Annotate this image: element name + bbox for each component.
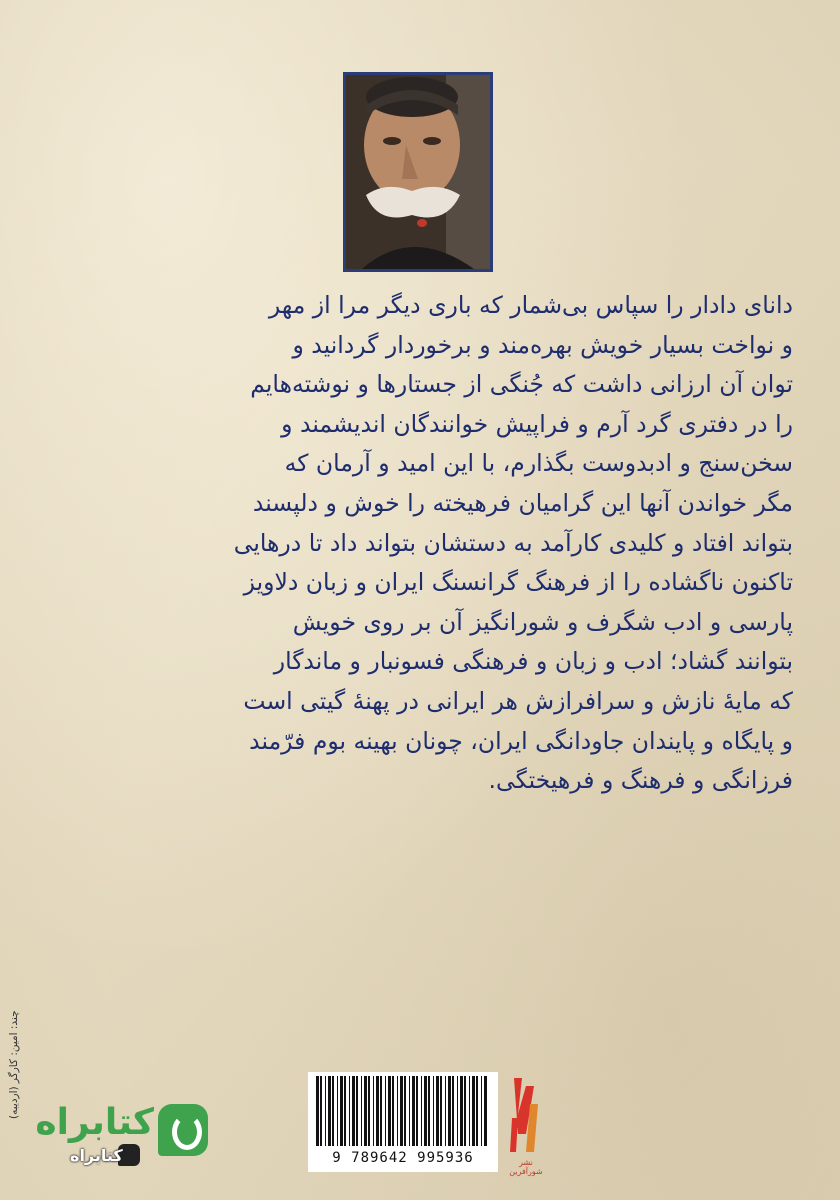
barcode-bar — [373, 1076, 374, 1146]
barcode-bar — [481, 1076, 482, 1146]
barcode-bar — [440, 1076, 442, 1146]
barcode-bar — [416, 1076, 418, 1146]
author-portrait-icon — [346, 75, 490, 269]
barcode-bar — [404, 1076, 406, 1146]
cover-credit: چند: امین: کارگر (اردیبه) — [8, 1010, 20, 1119]
barcode-bar — [376, 1076, 379, 1146]
ketabrah-watermark — [70, 1142, 140, 1172]
barcode-bar — [428, 1076, 430, 1146]
text-line: پارسی و ادب شگرف و شورانگیز آن بر روی خویش — [292, 607, 793, 636]
barcode-bar — [452, 1076, 454, 1146]
barcode-bar — [469, 1076, 470, 1146]
ketabrah-logo-icon — [158, 1104, 208, 1156]
barcode-bar — [388, 1076, 391, 1146]
barcode-bar — [320, 1076, 322, 1146]
barcode-bar — [397, 1076, 398, 1146]
barcode-bar — [484, 1076, 487, 1146]
barcode-bar — [448, 1076, 451, 1146]
isbn-number: 9 789642 995936 — [332, 1150, 474, 1166]
barcode-bar — [412, 1076, 415, 1146]
barcode-bar — [340, 1076, 343, 1146]
text-line: سخن‌سنج و ادبدوست بگذارم، با این امید و آرمان که — [284, 449, 793, 478]
barcode-bar — [380, 1076, 382, 1146]
text-line: مگر خواندن آنها این گرامیان فرهیخته را خوش و دلپسند — [252, 488, 793, 517]
barcode-bar — [316, 1076, 319, 1146]
barcode-bar — [460, 1076, 463, 1146]
barcode-bar — [400, 1076, 403, 1146]
barcode-bar — [364, 1076, 367, 1146]
barcode-bar — [356, 1076, 358, 1146]
barcode-bar — [472, 1076, 475, 1146]
text-line: بتوانند گشاد؛ ادب و زبان و فرهنگی فسونبار و ماندگار — [273, 647, 793, 676]
text-line: توان آن ارزانی داشت که جُنگی از جستارها و نوشته‌هایم — [250, 370, 793, 399]
barcode-bar — [433, 1076, 434, 1146]
text-line: را در دفتری گرد آرم و فراپیش خوانندگان اندیشمند و — [281, 409, 793, 438]
publisher-mark — [508, 1074, 544, 1174]
publisher-logo-icon — [508, 1074, 544, 1156]
barcode-bar — [457, 1076, 458, 1146]
text-line: دانای دادار را سپاس بی‌شمار که باری دیگر مرا از مهر — [268, 291, 793, 319]
barcode-bar — [392, 1076, 394, 1146]
text-line: و نواخت بسیار خویش بهره‌مند و برخوردار گردانید و — [292, 330, 793, 359]
barcode-bar — [409, 1076, 410, 1146]
barcode — [308, 1072, 498, 1172]
back-cover-text — [48, 286, 793, 801]
barcode-bar — [332, 1076, 334, 1146]
barcode-bar — [436, 1076, 439, 1146]
barcode-bar — [352, 1076, 355, 1146]
barcode-bar — [337, 1076, 338, 1146]
barcode-bar — [476, 1076, 478, 1146]
barcode-bar — [349, 1076, 350, 1146]
text-line: فرزانگی و فرهنگ و فرهیختگی. — [488, 766, 793, 795]
barcode-bar — [344, 1076, 346, 1146]
ketabrah-logo-text: کتابراه — [35, 1102, 154, 1143]
barcode-bar — [328, 1076, 331, 1146]
text-line: بتواند افتاد و کلیدی کارآمد به دستشان بتواند داد تا درهایی — [233, 528, 793, 557]
publisher-name: نشر شورآفرین — [509, 1158, 543, 1176]
barcode-bar — [368, 1076, 370, 1146]
barcode-bar — [424, 1076, 427, 1146]
author-photo — [343, 72, 493, 272]
barcode-bar — [385, 1076, 386, 1146]
barcode-bar — [361, 1076, 362, 1146]
ketabrah-small-text: کتابراه — [70, 1146, 123, 1165]
text-line: که مایهٔ نازش و سرافرازش هر ایرانی در پهنهٔ گیتی است — [243, 686, 793, 715]
barcode-bar — [325, 1076, 326, 1146]
barcode-bar — [445, 1076, 446, 1146]
barcode-bar — [464, 1076, 466, 1146]
barcode-bar — [421, 1076, 422, 1146]
barcode-bars — [312, 1076, 494, 1148]
text-line: و پایگاه و پایندان جاودانگی ایران، چونان بهینه بوم فرّمند — [249, 726, 793, 755]
text-line: تاکنون ناگشاده را از فرهنگ گرانسنگ ایران و زبان دلاویز — [243, 568, 793, 597]
